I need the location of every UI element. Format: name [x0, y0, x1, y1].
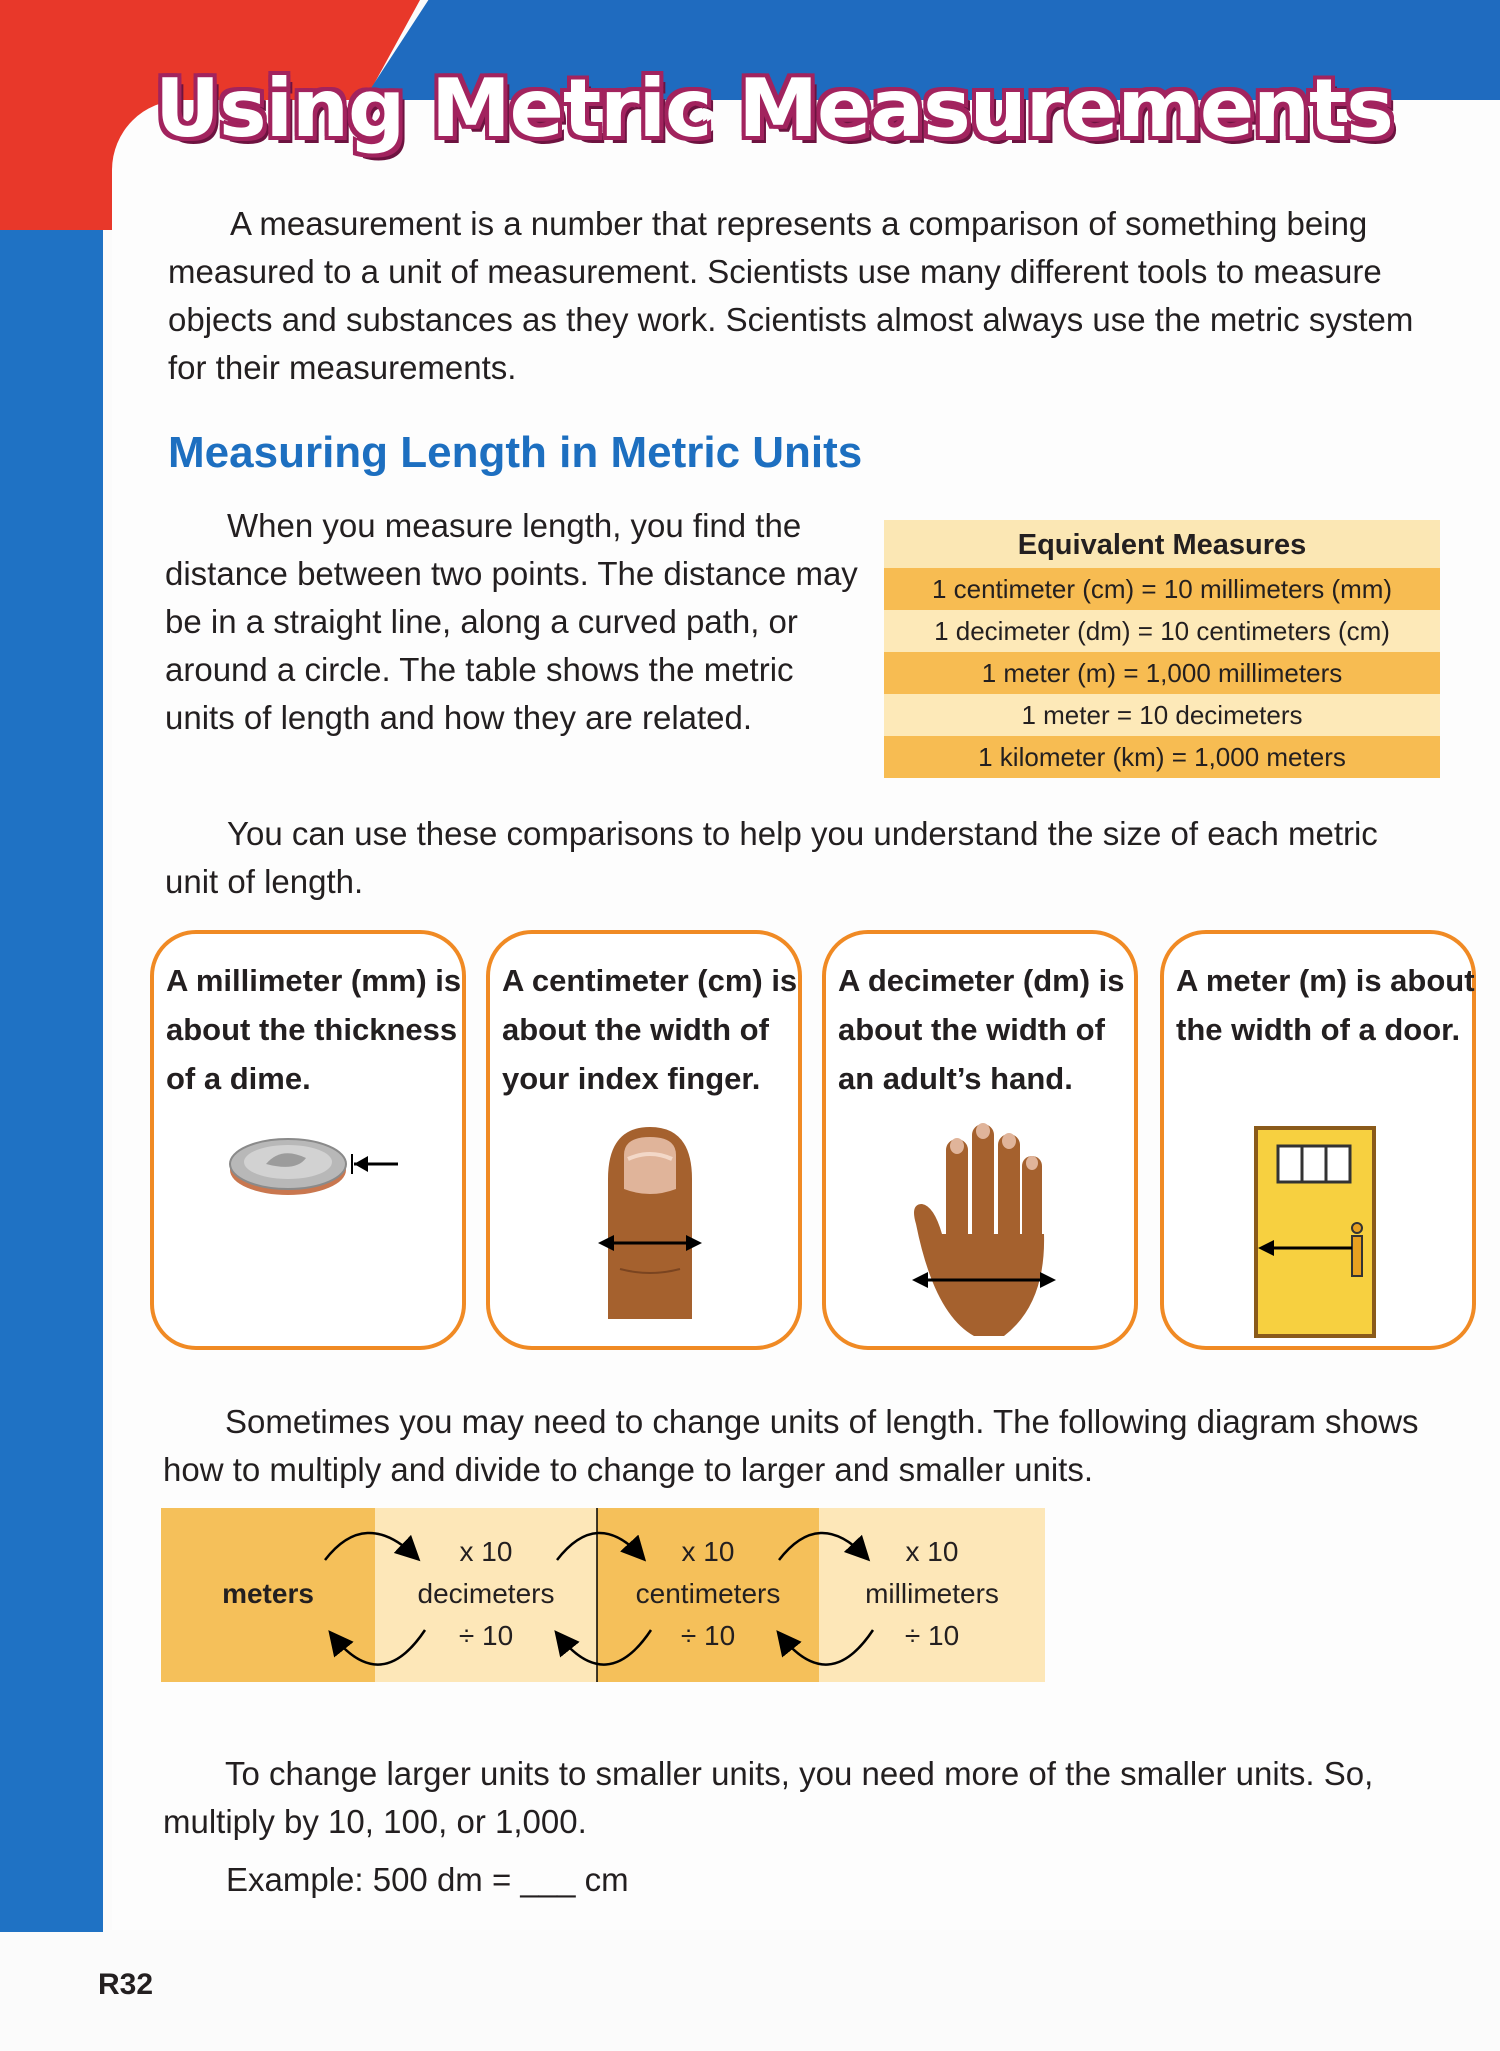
hand-icon	[894, 1114, 1074, 1339]
card-text: A centimeter (cm) is about the width of your index finger.	[502, 963, 798, 1096]
intro-paragraph: A measurement is a number that represents a comparison of something being measured to a unit of measurement. Scientists use many different tools to measure objects and substances as they work. Scientists almost always use the metric system for their measurements.	[168, 205, 1414, 386]
card-centimeter	[486, 930, 802, 1350]
divide-arrow	[559, 1630, 651, 1665]
length-paragraph: When you measure length, you find the distance between two points. The distance may be in a straight line, along a curved path, or around a circle. The table shows the metric units of length and how they are related.	[165, 507, 858, 736]
multiply-label: x 10	[905, 1536, 959, 1567]
comparison-paragraph: You can use these comparisons to help you understand the size of each metric unit of length.	[165, 815, 1378, 900]
table-row: 1 kilometer (km) = 1,000 meters	[884, 736, 1440, 778]
card-meter	[1160, 930, 1476, 1350]
divide-arrow	[333, 1630, 425, 1665]
page-number: R32	[98, 1968, 154, 2001]
divide-label: ÷ 10	[680, 1620, 736, 1651]
finger-icon	[580, 1119, 720, 1324]
door-icon	[1252, 1124, 1382, 1344]
card-text: A meter (m) is about the width of a door.	[1176, 963, 1475, 1047]
unit-meters: meters	[222, 1578, 314, 1609]
card-decimeter	[822, 930, 1138, 1350]
dime-icon	[226, 1124, 426, 1204]
unit-millimeters: millimeters	[865, 1578, 999, 1609]
page-title: Using Metric Measurements	[155, 62, 1393, 155]
multiply-arrow	[557, 1533, 641, 1560]
multiply-arrow	[779, 1533, 865, 1560]
section-heading: Measuring Length in Metric Units	[168, 428, 863, 477]
example-line: Example: 500 dm = ___ cm	[226, 1861, 629, 1898]
larger-units-paragraph: To change larger units to smaller units, you need more of the smaller units. So, multiply by 10, 100, or 1,000.	[163, 1755, 1374, 1840]
card-millimeter	[150, 930, 466, 1350]
multiply-arrow	[325, 1533, 415, 1560]
divide-label: ÷ 10	[458, 1620, 514, 1651]
equivalent-measures-table	[884, 520, 1440, 778]
card-text: A millimeter (mm) is about the thickness of a dime.	[166, 963, 462, 1096]
left-color-bar	[0, 0, 103, 1932]
conversion-diagram	[161, 1508, 1045, 1682]
divide-arrow	[781, 1630, 873, 1665]
divide-label: ÷ 10	[904, 1620, 960, 1651]
unit-decimeters: decimeters	[417, 1578, 555, 1609]
change-units-paragraph: Sometimes you may need to change units of length. The following diagram shows how to multiply and divide to change to larger and smaller units.	[163, 1403, 1419, 1488]
table-row: 1 meter (m) = 1,000 millimeters	[884, 652, 1440, 694]
multiply-label: x 10	[459, 1536, 513, 1567]
table-title: Equivalent Measures	[884, 520, 1440, 568]
conversion-arrows	[161, 1508, 1045, 1682]
table-row: 1 centimeter (cm) = 10 millimeters (mm)	[884, 568, 1440, 610]
table-row: 1 decimeter (dm) = 10 centimeters (cm)	[884, 610, 1440, 652]
table-row: 1 meter = 10 decimeters	[884, 694, 1440, 736]
card-text: A decimeter (dm) is about the width of an adult’s hand.	[838, 963, 1125, 1096]
multiply-label: x 10	[681, 1536, 735, 1567]
unit-centimeters: centimeters	[635, 1578, 781, 1609]
